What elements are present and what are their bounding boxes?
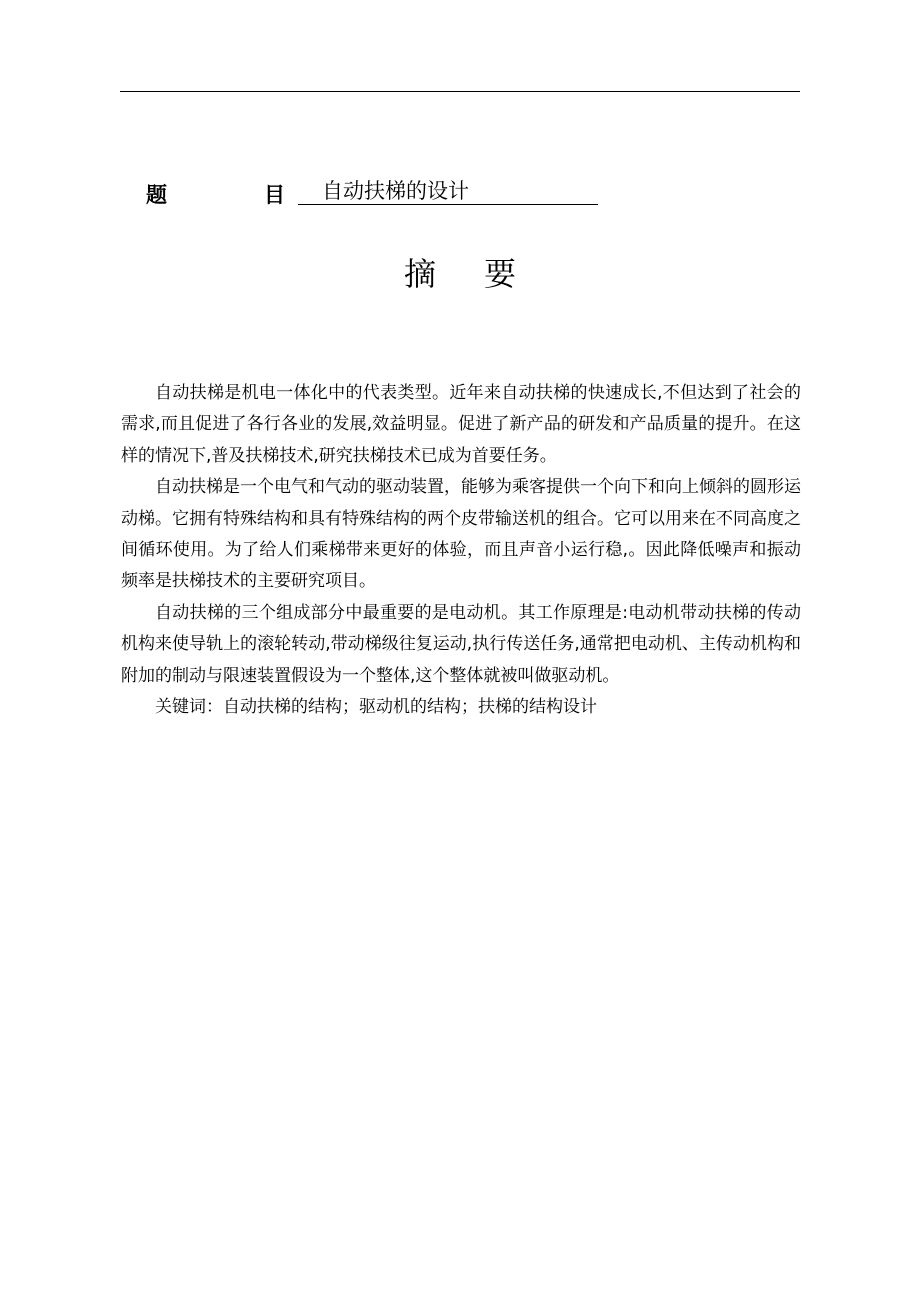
abstract-paragraph-1: 自动扶梯是机电一体化中的代表类型。近年来自动扶梯的快速成长,不但达到了社会的需求,而且促进了各行各业的发展,效益明显。促进了新产品的研发和产品质量的提升。在这样的情况下,普及扶梯技术,研究扶梯技术已成为首要任务。 [121,383,801,466]
title-row [146,176,606,210]
abstract-body [121,378,801,723]
title-label-part1: 题 [146,183,167,207]
abstract-paragraph-3: 自动扶梯的三个组成部分中最重要的是电动机。其工作原理是:电动机带动扶梯的传动机构来使导轨上的滚轮转动,带动梯级往复运动,执行传送任务,通常把电动机、主传动机构和附加的制动与限速装置假设为一个整体,这个整体就被叫做驱动机。 [121,602,801,686]
abstract-heading: 摘要 [403,255,564,293]
header-rule [120,91,800,92]
abstract-paragraph-2: 自动扶梯是一个电气和气动的驱动装置，能够为乘客提供一个向下和向上倾斜的圆形运动梯。它拥有特殊结构和具有特殊结构的两个皮带输送机的组合。它可以用来在不同高度之间循环使用。为了给人们乘梯带来更好的体验，而且声音小运行稳,。因此降低噪声和振动频率是扶梯技术的主要研究项目。 [121,477,801,592]
keywords-line: 关键词：自动扶梯的结构；驱动机的结构；扶梯的结构设计 [155,697,597,718]
title-label-part2: 目 [264,183,285,207]
title-value: 自动扶梯的设计 [298,178,598,205]
